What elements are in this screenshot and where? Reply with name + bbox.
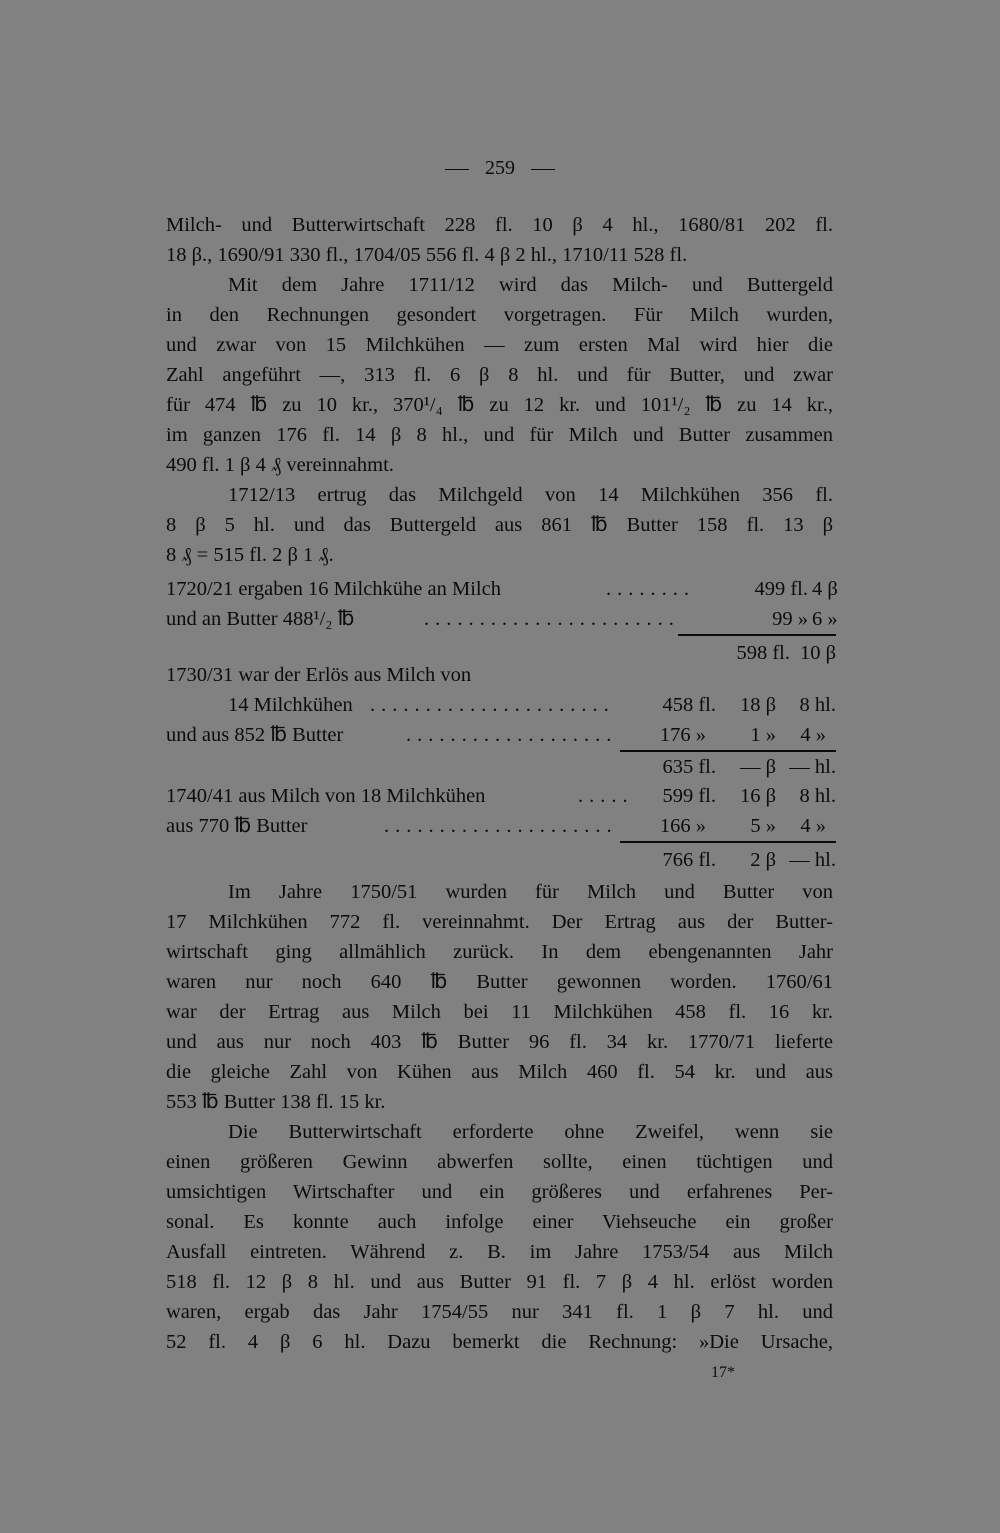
text-line: waren nur noch 640 ℔ Butter gewonnen worden. 1760/61 <box>166 971 833 993</box>
value-fl: 99 » <box>772 608 808 630</box>
table-row <box>166 811 833 841</box>
text-line: Die Butterwirtschaft erforderte ohne Zweifel, wenn sie <box>228 1121 833 1143</box>
table-1720 <box>166 574 838 668</box>
table-row <box>166 604 838 634</box>
total-beta: — β <box>739 756 776 778</box>
text-line: 1730/31 war der Erlös aus Milch von <box>166 664 472 686</box>
text-line: 518 fl. 12 β 8 hl. und aus Butter 91 fl. 7 β 4 hl. erlöst worden <box>166 1271 833 1293</box>
table-row <box>166 720 833 750</box>
leader-dots: ................... <box>406 724 618 746</box>
text-line: war der Ertrag aus Milch bei 11 Milchkühen 458 fl. 16 kr. <box>166 1001 833 1023</box>
total-hl: — hl. <box>789 849 836 871</box>
value-beta: 1 » <box>750 724 776 746</box>
text-line: im ganzen 176 fl. 14 β 8 hl., und für Milch und Butter zusammen <box>166 424 833 446</box>
text-line: 18 β., 1690/91 330 fl., 1704/05 556 fl. 4 β 2 hl., 1710/11 528 fl. <box>166 244 688 266</box>
text-line: Ausfall eintreten. Während z. B. im Jahre 1753/54 aus Milch <box>166 1241 833 1263</box>
text-line: 8 ₰ = 515 fl. 2 β 1 ₰. <box>166 544 334 566</box>
value-fl: 458 fl. <box>662 694 716 716</box>
row-label: 1740/41 aus Milch von 18 Milchkühen <box>166 785 486 807</box>
table-row <box>166 690 836 720</box>
text-line: und aus nur noch 403 ℔ Butter 96 fl. 34 kr. 1770/71 lieferte <box>166 1031 833 1053</box>
text-line: 1712/13 ertrug das Milchgeld von 14 Milchkühen 356 fl. <box>228 484 833 506</box>
value-beta: 5 » <box>750 815 776 837</box>
row-label: und aus 852 ℔ Butter <box>166 724 344 746</box>
text-line: Mit dem Jahre 1711/12 wird das Milch- und Buttergeld <box>228 274 833 296</box>
row-label: aus 770 ℔ Butter <box>166 815 308 837</box>
text-line: waren, ergab das Jahr 1754/55 nur 341 fl. 1 β 7 hl. und <box>166 1301 833 1323</box>
table-total <box>166 845 836 875</box>
value-beta: 18 β <box>739 694 776 716</box>
text-block-top <box>166 210 833 570</box>
value-hl: 4 » <box>800 815 826 837</box>
table-1740 <box>166 781 836 875</box>
sum-rule <box>620 841 836 843</box>
page-header <box>0 157 1000 180</box>
text-line: und zwar von 15 Milchkühen — zum ersten Mal wird hier die <box>166 334 833 356</box>
text-line: die gleiche Zahl von Kühen aus Milch 460 fl. 54 kr. und aus <box>166 1061 833 1083</box>
text-line: 8 β 5 hl. und das Buttergeld aus 861 ℔ Butter 158 fl. 13 β <box>166 514 833 536</box>
signature-mark: 17* <box>711 1364 735 1381</box>
value-hl: 8 hl. <box>799 694 836 716</box>
text-line: einen größeren Gewinn abwerfen sollte, einen tüchtigen und <box>166 1151 833 1173</box>
text-line: umsichtigen Wirtschafter und ein größeres und erfahrenes Per- <box>166 1181 833 1203</box>
text-line: Milch- und Butterwirtschaft 228 fl. 10 β 4 hl., 1680/81 202 fl. <box>166 214 833 236</box>
value-beta: 6 » <box>812 608 838 630</box>
value-beta: 4 β <box>812 578 838 600</box>
text-line: 490 fl. 1 β 4 ₰ vereinnahmt. <box>166 454 394 476</box>
total-fl: 598 fl. <box>736 642 790 664</box>
value-hl: 4 » <box>800 724 826 746</box>
text-block-bottom <box>166 877 833 1357</box>
text-line: Im Jahre 1750/51 wurden für Milch und Butter von <box>228 881 833 903</box>
value-fl: 599 fl. <box>662 785 716 807</box>
leader-dots: ..... <box>578 785 634 807</box>
page-number: 259 <box>485 157 515 179</box>
total-beta: 10 β <box>799 642 836 664</box>
total-fl: 766 fl. <box>662 849 716 871</box>
row-label: 14 Milchkühen <box>228 694 353 716</box>
text-line: für 474 ℔ zu 10 kr., 370¹/₄ ℔ zu 12 kr. und 101¹/₂ ℔ zu 14 kr., <box>166 394 833 416</box>
leader-dots: ........ <box>606 578 695 600</box>
value-fl: 176 » <box>659 724 706 746</box>
total-beta: 2 β <box>750 849 776 871</box>
row-label: 1720/21 ergaben 16 Milchkühe an Milch <box>166 578 501 600</box>
leader-dots: ....................... <box>424 608 680 630</box>
table-1730 <box>166 660 836 782</box>
value-beta: 16 β <box>739 785 776 807</box>
text-line: Zahl angeführt —, 313 fl. 6 β 8 hl. und für Butter, und zwar <box>166 364 833 386</box>
value-fl: 166 » <box>659 815 706 837</box>
value-fl: 499 fl. <box>754 578 808 600</box>
text-line: wirtschaft ging allmählich zurück. In dem ebengenannten Jahr <box>166 941 833 963</box>
text-line: sonal. Es konnte auch infolge einer Viehseuche ein großer <box>166 1211 833 1233</box>
total-hl: — hl. <box>789 756 836 778</box>
total-fl: 635 fl. <box>662 756 716 778</box>
text-line: in den Rechnungen gesondert vorgetragen. Für Milch wurden, <box>166 304 833 326</box>
text-line: 17 Milchkühen 772 fl. vereinnahmt. Der Ertrag aus der Butter- <box>166 911 833 933</box>
table-total <box>166 752 836 782</box>
leader-dots: ...................... <box>370 694 615 716</box>
table-row <box>166 781 836 811</box>
row-label: und an Butter 488¹/₂ ℔ <box>166 608 355 630</box>
table-row <box>166 574 838 604</box>
leader-dots: ..................... <box>384 815 618 837</box>
value-hl: 8 hl. <box>799 785 836 807</box>
header-dash-left <box>445 169 469 170</box>
text-line: 553 ℔ Butter 138 fl. 15 kr. <box>166 1091 386 1113</box>
text-line: 52 fl. 4 β 6 hl. Dazu bemerkt die Rechnung: »Die Ursache, <box>166 1331 833 1353</box>
header-dash-right <box>531 169 555 170</box>
sum-rule <box>678 634 836 636</box>
